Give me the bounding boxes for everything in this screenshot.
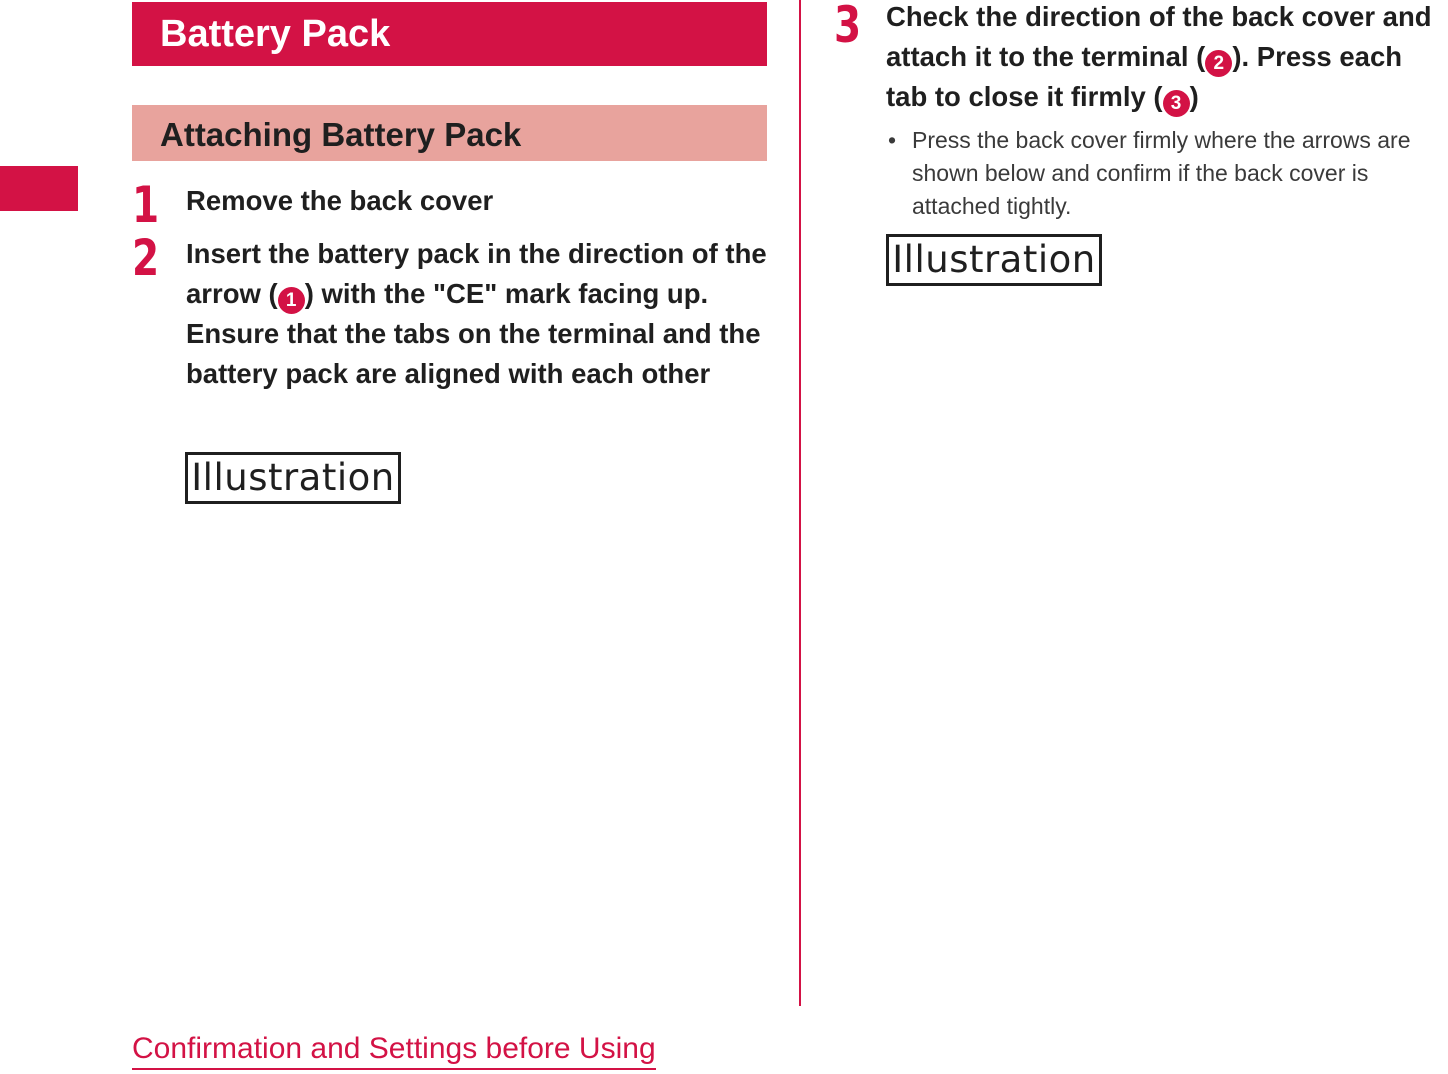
subsection-title: Attaching Battery Pack [132,105,767,161]
step-2-text-before: Insert the battery pack in the direction of the arrow ( [186,238,767,309]
step-3-notes [888,124,1448,223]
column-divider [799,0,801,1006]
chapter-footer: Confirmation and Settings before Using [132,1030,656,1070]
step-3-text-part3: ) [1189,81,1199,112]
note-item [888,124,1448,223]
step-3-number: 3 [834,0,861,54]
step-2-text [186,234,771,394]
step-1-text: Remove the back cover [186,185,494,216]
step-3-text-part2: ). Press each tab to close it firmly ( [886,41,1403,112]
illustration-placeholder-1: Illustration [185,452,401,504]
step-2-text-after: ) with the "CE" mark facing up. Ensure that the tabs on the terminal and the battery pack are aligned with each other [186,278,761,389]
step-3-text [886,0,1448,117]
marker-1-icon: 1 [278,287,305,314]
marker-2-icon: 2 [1205,50,1232,77]
step-3-text-part1: Check the direction of the back cover and attach it to the terminal ( [886,1,1432,72]
bullet-icon: • [888,127,897,153]
chapter-side-tab [0,166,78,211]
illustration-placeholder-2: Illustration [886,234,1102,286]
section-title: Battery Pack [132,2,767,66]
step-1-number: 1 [132,176,159,234]
step-2-number: 2 [132,229,159,287]
marker-3-icon: 3 [1163,90,1190,117]
note-text: Press the back cover firmly where the arrows are shown below and confirm if the back cover is attached tightly. [912,127,1411,219]
